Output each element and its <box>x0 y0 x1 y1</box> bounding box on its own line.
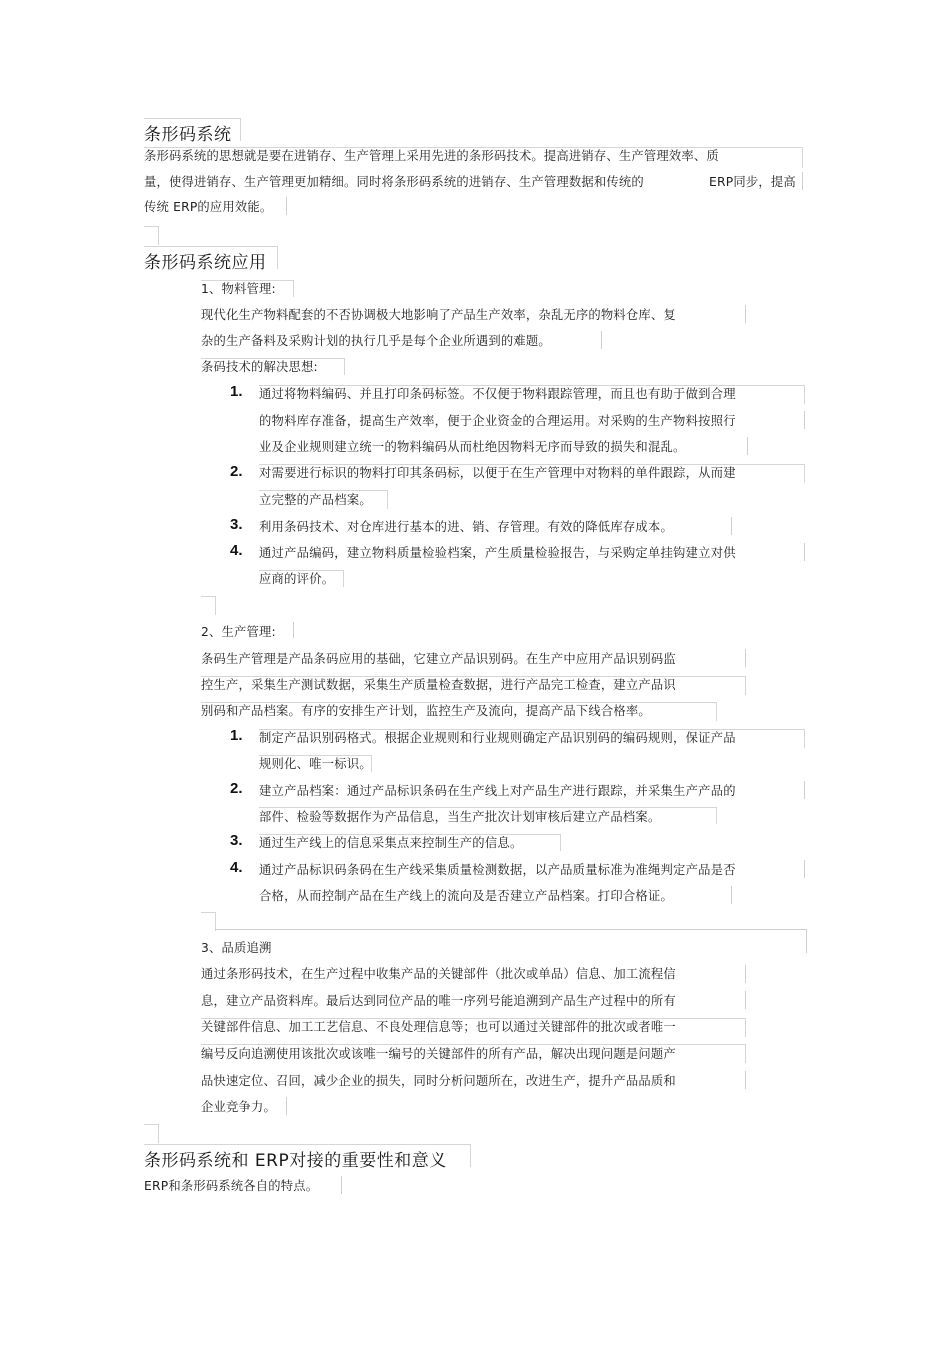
frame-mark <box>144 1144 471 1167</box>
frame-mark <box>731 517 732 535</box>
paragraph-line: 编号反向追溯使用该批次或该唯一编号的关键部件的所有产品，解决出现问题是问题产 <box>201 1047 676 1061</box>
frame-mark <box>259 385 805 404</box>
paragraph-line: 关键部件信息、加工工艺信息、不良处理信息等；也可以通过关键部件的批次或者唯一 <box>201 1020 676 1034</box>
frame-mark <box>144 226 159 245</box>
frame-mark <box>259 570 344 587</box>
list-item-line: 应商的评价。 <box>259 572 335 586</box>
frame-mark <box>601 331 602 349</box>
list-item-line: 对需要进行标识的物料打印其条码标，以便于在生产管理中对物料的单件跟踪，从而建 <box>259 466 736 480</box>
list-item-line: 利用条码技术、对仓库进行基本的进、销、存管理。有效的降低库存成本。 <box>259 520 674 534</box>
paragraph-line: 企业竞争力。 <box>201 1100 276 1114</box>
frame-mark <box>259 729 805 748</box>
frame-mark <box>201 280 294 297</box>
frame-mark <box>804 543 805 561</box>
list-number: 2. <box>230 780 243 797</box>
frame-mark <box>747 437 748 455</box>
list-number: 3. <box>230 516 243 533</box>
frame-mark <box>201 676 746 695</box>
paragraph-line: 别码和产品档案。有序的安排生产计划，监控生产及流向，提高产品下线合格率。 <box>201 704 651 718</box>
paragraph-line: 控生产，采集生产测试数据，采集生产质量检查数据，进行产品完工检查，建立产品识 <box>201 678 676 692</box>
section-title-barcode-system: 条形码系统 <box>144 125 232 145</box>
list-item-line: 通过产品编码，建立物料质量检验档案，产生质量检验报告，与采购定单挂钩建立对供 <box>259 546 736 560</box>
frame-mark <box>745 991 746 1009</box>
list-item-line: 通过产品标识码条码在生产线采集质量检测数据，以产品质量标准为准绳判定产品是否 <box>259 863 736 877</box>
list-item-line: 合格，从而控制产品在生产线上的流向及是否建立产品档案。打印合格证。 <box>259 889 674 903</box>
frame-mark <box>286 197 287 215</box>
list-number: 1. <box>230 383 243 400</box>
paragraph-line: ERP同步，提高 <box>709 175 796 189</box>
paragraph-line: 条码生产管理是产品条码应用的基础，它建立产品识别码。在生产中应用产品识别码监 <box>201 652 676 666</box>
frame-mark <box>804 781 805 799</box>
list-number: 1. <box>230 727 243 744</box>
section-title-barcode-application: 条形码系统应用 <box>144 253 267 273</box>
frame-mark <box>144 1124 159 1143</box>
frame-mark <box>804 860 805 878</box>
frame-mark <box>259 464 805 483</box>
frame-mark <box>745 305 746 323</box>
frame-mark <box>259 755 372 772</box>
paragraph-line: ERP和条形码系统各自的特点。 <box>144 1179 319 1193</box>
list-item-line: 业及企业规则建立统一的物料编码从而杜绝因物料无序而导致的损失和混乱。 <box>259 440 686 454</box>
list-number: 4. <box>230 542 243 559</box>
paragraph-line: 现代化生产物料配套的不否协调极大地影响了产品生产效率，杂乱无序的物料仓库、复 <box>201 308 676 322</box>
list-item-line: 通过生产线上的信息采集点来控制生产的信息。 <box>259 836 523 850</box>
frame-mark <box>201 702 717 721</box>
divider-line <box>215 929 806 930</box>
frame-mark <box>144 147 803 168</box>
paragraph-line: 杂的生产备料及采购计划的执行几乎是每个企业所遇到的难题。 <box>201 334 551 348</box>
list-item-line: 规则化、唯一标识。 <box>259 757 372 771</box>
frame-mark <box>259 807 717 824</box>
frame-mark <box>201 596 216 615</box>
frame-mark <box>745 1071 746 1089</box>
paragraph-line: 传统 ERP的应用效能。 <box>144 200 273 214</box>
frame-mark <box>201 1044 746 1063</box>
subsection-heading-traceability: 3、品质追溯 <box>201 941 272 955</box>
frame-mark <box>341 1176 342 1194</box>
frame-mark <box>201 912 216 931</box>
list-number: 3. <box>230 832 243 849</box>
solution-heading: 条码技术的解决思想: <box>201 360 318 374</box>
list-number: 2. <box>230 463 243 480</box>
frame-mark <box>802 172 803 190</box>
paragraph-line: 量，使得进销存、生产管理更加精细。同时将条形码系统的进销存、生产管理数据和传统的 <box>144 175 644 189</box>
frame-mark <box>806 929 807 953</box>
list-item-line: 立完整的产品档案。 <box>259 493 372 507</box>
frame-mark <box>745 965 746 983</box>
frame-mark <box>286 1097 287 1115</box>
frame-mark <box>201 358 345 375</box>
paragraph-line: 条形码系统的思想就是要在进销存、生产管理上采用先进的条形码技术。提高进销存、生产管理效率、质 <box>144 149 719 163</box>
frame-mark <box>259 490 388 509</box>
list-item-line: 部件、检验等数据作为产品信息，当生产批次计划审核后建立产品档案。 <box>259 810 661 824</box>
frame-mark <box>804 411 805 429</box>
frame-mark <box>293 622 294 638</box>
frame-mark <box>144 246 278 269</box>
paragraph-line: 通过条形码技术，在生产过程中收集产品的关键部件（批次或单品）信息、加工流程信 <box>201 967 676 981</box>
frame-mark <box>201 1018 746 1037</box>
list-number: 4. <box>230 859 243 876</box>
paragraph-line: 息，建立产品资料库。最后达到同位产品的唯一序列号能追溯到产品生产过程中的所有 <box>201 994 676 1008</box>
list-item-line: 的物料库存准备，提高生产效率，便于企业资金的合理运用。对采购的生产物料按照行 <box>259 414 736 428</box>
list-item-line: 通过将物料编码、并且打印条码标签。不仅便于物料跟踪管理，而且也有助于做到合理 <box>259 387 736 401</box>
frame-mark <box>731 886 732 904</box>
frame-mark <box>144 118 241 141</box>
section-title-erp-integration: 条形码系统和 ERP对接的重要性和意义 <box>144 1151 447 1171</box>
list-item-line: 建立产品档案：通过产品标识条码在生产线上对产品生产进行跟踪，并采集生产产品的 <box>259 784 736 798</box>
subsection-heading-material: 1、物料管理: <box>201 282 276 296</box>
paragraph-line: 品快速定位、召回，减少企业的损失，同时分析问题所在，改进生产，提升产品品质和 <box>201 1074 676 1088</box>
list-item-line: 制定产品识别码格式。根据企业规则和行业规则确定产品识别码的编码规则，保证产品 <box>259 731 736 745</box>
frame-mark <box>745 649 746 667</box>
frame-mark <box>259 834 561 851</box>
subsection-heading-production: 2、生产管理: <box>201 625 276 639</box>
